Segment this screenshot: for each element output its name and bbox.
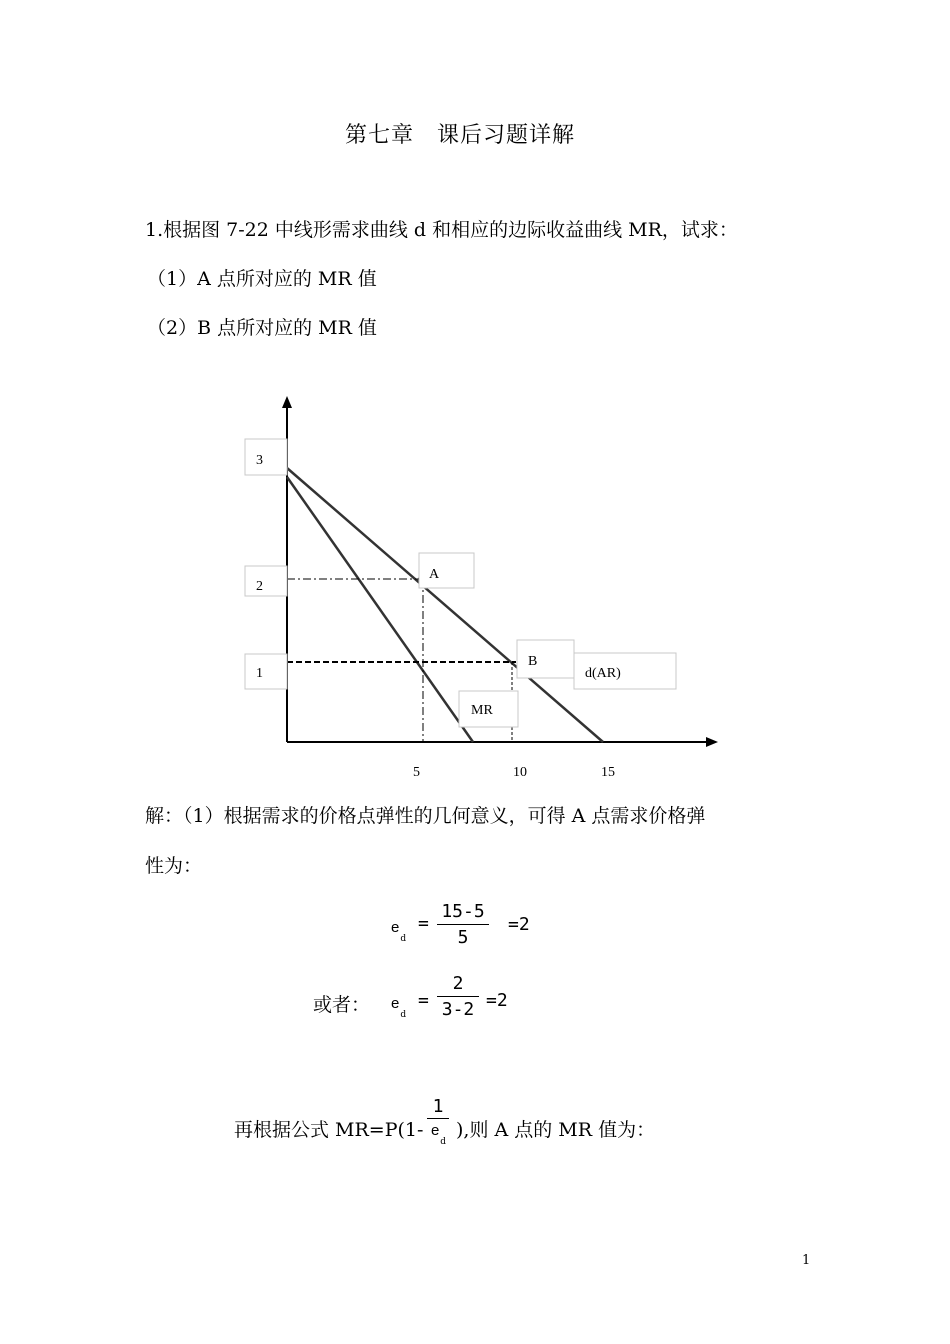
question-text: 1.根据图 7-22 中线形需求曲线 d 和相应的边际收益曲线 MR，试求： xyxy=(145,219,738,241)
fraction-1-bar xyxy=(437,924,489,925)
e-symbol: e xyxy=(391,995,400,1012)
e-subscript: d xyxy=(400,1010,407,1020)
fraction-1 xyxy=(437,901,489,948)
elasticity-symbol-1 xyxy=(391,917,407,944)
x-tick-label-15: 15 xyxy=(601,765,615,780)
formula-e-symbol: e xyxy=(430,1122,440,1139)
x-axis-arrow xyxy=(706,737,718,747)
formula-fraction-denominator xyxy=(427,1120,449,1147)
formula-fraction-bar xyxy=(427,1118,449,1119)
y-axis-arrow xyxy=(282,396,292,408)
y-tick-label-1: 1 xyxy=(256,666,263,681)
point-b-label: B xyxy=(528,654,538,669)
solution-line-2: 性为： xyxy=(145,855,203,877)
y-label-box-1 xyxy=(245,654,287,689)
demand-label: d(AR) xyxy=(585,666,621,681)
x-tick-label-10: 10 xyxy=(513,765,527,780)
question-part-2: （2）B 点所对应的 MR 值 xyxy=(147,317,377,339)
y-label-box-3 xyxy=(245,439,287,475)
point-b-label-box xyxy=(517,640,574,678)
e-symbol: e xyxy=(391,919,400,936)
result-1: =2 xyxy=(508,914,530,935)
e-subscript: d xyxy=(400,934,407,944)
x-tick-label-5: 5 xyxy=(413,765,420,780)
elasticity-symbol-2 xyxy=(391,993,407,1020)
question-part-1: （1）A 点所对应的 MR 值 xyxy=(147,268,377,290)
formula-fraction xyxy=(427,1096,449,1147)
point-a-label-box xyxy=(419,553,474,588)
fraction-2-denominator: 3-2 xyxy=(441,999,475,1020)
fraction-1-denominator: 5 xyxy=(457,927,469,948)
page-number: 1 xyxy=(802,1253,811,1268)
y-tick-label-2: 2 xyxy=(256,579,263,594)
result-2: =2 xyxy=(486,990,508,1011)
solution-line-1: 解：（1）根据需求的价格点弹性的几何意义，可得 A 点需求价格弹 xyxy=(145,805,706,827)
alternative-prefix: 或者： xyxy=(313,994,371,1016)
mr-label: MR xyxy=(471,703,493,718)
page-title: 第七章 课后习题详解 xyxy=(345,123,576,148)
formula-text-after: ),则 A 点的 MR 值为： xyxy=(456,1119,656,1141)
formula-e-subscript: d xyxy=(440,1137,447,1147)
equals-sign-1: = xyxy=(418,913,429,934)
fraction-1-numerator: 15-5 xyxy=(441,901,485,922)
equals-sign-2: = xyxy=(418,990,429,1011)
y-tick-label-3: 3 xyxy=(256,453,263,468)
formula-text-before: 再根据公式 MR=P(1- xyxy=(234,1119,424,1141)
formula-fraction-numerator: 1 xyxy=(432,1096,444,1117)
mr-curve-line xyxy=(287,477,473,742)
fraction-2-numerator: 2 xyxy=(452,973,464,994)
y-label-box-2 xyxy=(245,566,287,596)
point-a-label: A xyxy=(429,567,440,582)
fraction-2 xyxy=(437,973,479,1020)
fraction-2-bar xyxy=(437,996,479,997)
